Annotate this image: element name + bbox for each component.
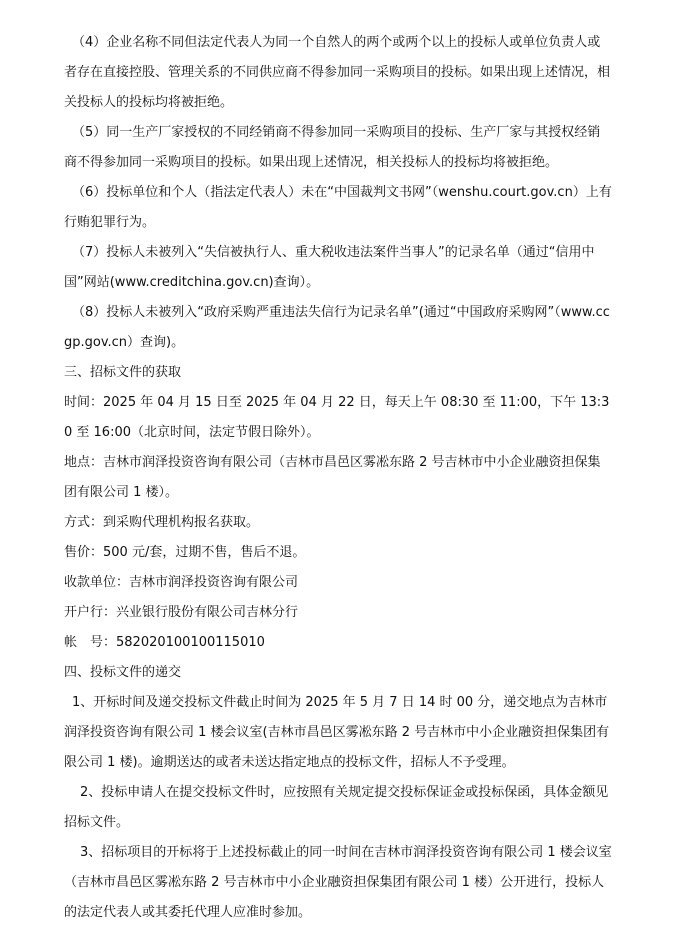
payee-name: 收款单位：吉林市润泽投资咨询有限公司 bbox=[64, 575, 299, 590]
paragraph-item-7: （7）投标人未被列入“失信被执行人、重大税收违法案件当事人”的记录名单（通过“信用中国”网站(www.creditchina.gov.cn)查询）。 bbox=[64, 245, 595, 290]
section-heading-bid-submission: 四、投标文件的递交 bbox=[64, 665, 182, 680]
submission-item-1: 1、开标时间及递交投标文件截止时间为 2025 年 5 月 7 日 14 时 00 分，递交地点为吉林市润泽投资咨询有限公司 1 楼会议室(吉林市昌邑区雾凇东路 2 号吉林市中小企业融资担保集团有限公司 1 楼)。逾期送达的或者未送达指定地点的投标文件，招标人不予受理。 bbox=[64, 695, 610, 770]
paragraph-item-5: （5）同一生产厂家授权的不同经销商不得参加同一采购项目的投标、生产厂家与其授权经销商不得参加同一采购项目的投标。如果出现上述情况，相关投标人的投标均将被拒绝。 bbox=[64, 125, 601, 170]
acquisition-time: 时间：2025 年 04 月 15 日至 2025 年 04 月 22 日，每天上午 08:30 至 11:00，下午 13:30 至 16:00（北京时间，法定节假日除外）。 bbox=[64, 395, 610, 440]
paragraph-item-6: （6）投标单位和个人（指法定代表人）未在“中国裁判文书网”（wenshu.court.gov.cn）上有行贿犯罪行为。 bbox=[64, 185, 612, 230]
submission-item-2: 2、投标申请人在提交投标文件时，应按照有关规定提交投标保证金或投标保函，具体金额见招标文件。 bbox=[64, 785, 609, 830]
paragraph-item-4: （4）企业名称不同但法定代表人为同一个自然人的两个或两个以上的投标人或单位负责人或者存在直接控股、管理关系的不同供应商不得参加同一采购项目的投标。如果出现上述情况，相关投标人的投标均将被拒绝。 bbox=[64, 35, 611, 110]
account-number: 帐 号：582020100100115010 bbox=[64, 635, 265, 650]
bank-name: 开户行：兴业银行股份有限公司吉林分行 bbox=[64, 605, 299, 620]
acquisition-method: 方式：到采购代理机构报名获取。 bbox=[64, 515, 260, 530]
section-heading-document-acquisition: 三、招标文件的获取 bbox=[64, 365, 182, 380]
acquisition-place: 地点：吉林市润泽投资咨询有限公司（吉林市昌邑区雾凇东路 2 号吉林市中小企业融资担保集团有限公司 1 楼）。 bbox=[64, 455, 601, 500]
paragraph-item-8: （8）投标人未被列入“政府采购严重违法失信行为记录名单”(通过“中国政府采购网”（www.ccgp.gov.cn）查询)。 bbox=[64, 305, 610, 350]
document-body bbox=[64, 28, 612, 928]
acquisition-price: 售价：500 元/套，过期不售，售后不退。 bbox=[64, 545, 306, 560]
submission-item-3: 3、招标项目的开标将于上述投标截止的同一时间在吉林市润泽投资咨询有限公司 1 楼会议室（吉林市昌邑区雾凇东路 2 号吉林市中小企业融资担保集团有限公司 1 楼）公开进行，投标人的法定代表人或其委托代理人应准时参加。 bbox=[64, 845, 612, 920]
